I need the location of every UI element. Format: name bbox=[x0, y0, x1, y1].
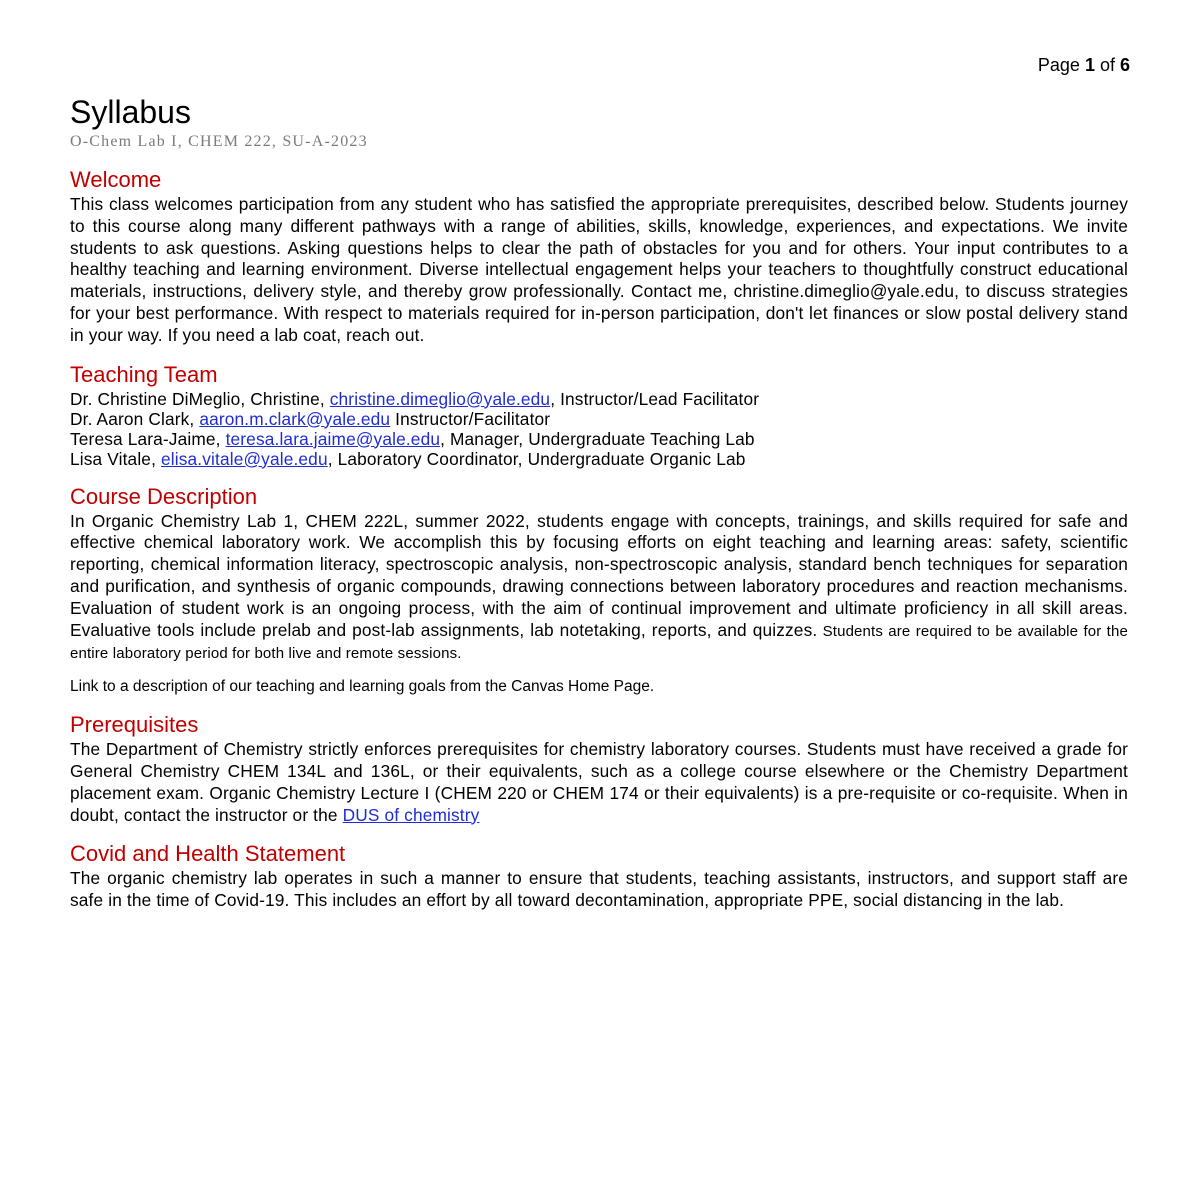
document-body bbox=[70, 92, 1128, 912]
page-label: Page bbox=[1037, 55, 1085, 75]
team-member bbox=[70, 429, 1128, 449]
team-member-name: Teresa Lara-Jaime, bbox=[70, 428, 226, 449]
team-member bbox=[70, 449, 1128, 469]
prerequisites-heading: Prerequisites bbox=[70, 712, 199, 738]
team-member bbox=[70, 389, 1128, 409]
covid-heading: Covid and Health Statement bbox=[70, 841, 346, 867]
team-member-name: Lisa Vitale, bbox=[70, 448, 161, 469]
team-member-role: , Instructor/Lead Facilitator bbox=[550, 388, 760, 409]
course-description-heading: Course Description bbox=[70, 483, 258, 509]
covid-paragraph: The organic chemistry lab operates in such a manner to ensure that students, teaching assistants, instructors, and support staff are safe in the time of Covid-19. This includes an effort by all toward decontamination, appropriate PPE, social distancing in the lab. bbox=[70, 868, 1128, 911]
team-member-name: Dr. Aaron Clark, bbox=[70, 408, 200, 429]
team-member bbox=[70, 409, 1128, 429]
page-subtitle: O-Chem Lab I, CHEM 222, SU-A-2023 bbox=[70, 133, 368, 150]
team-member-name: Dr. Christine DiMeglio, Christine, bbox=[70, 388, 330, 409]
team-member-role: , Manager, Undergraduate Teaching Lab bbox=[440, 428, 755, 449]
course-description-text: In Organic Chemistry Lab 1, CHEM 222L, summer 2022, students engage with concepts, trainings, and skills required for safe and effective chemical laboratory work. We accomplish this by focusing efforts on eight teaching and learning areas: safety, scientific reporting, chemical information literacy, spectroscopic analysis, non-spectroscopic analysis, standard bench techniques for separation and purification, and synthesis of organic compounds, drawing connections between laboratory procedures and reaction mechanisms. Evaluation of student work is an ongoing process, with the aim of continual improvement and ultimate proficiency in all skill areas. Evaluative tools include prelab and post-lab assignments, lab notetaking, reports, and quizzes. bbox=[70, 510, 1128, 640]
team-member-email-link[interactable]: christine.dimeglio@yale.edu bbox=[329, 388, 551, 409]
team-member-email-link[interactable]: aaron.m.clark@yale.edu bbox=[199, 408, 391, 429]
welcome-heading: Welcome bbox=[70, 167, 162, 192]
teaching-team-list bbox=[70, 389, 1128, 469]
teaching-team-heading: Teaching Team bbox=[70, 361, 218, 387]
dus-chemistry-link[interactable]: DUS of chemistry bbox=[342, 804, 480, 825]
page-number bbox=[1038, 55, 1130, 76]
team-member-email-link[interactable]: teresa.lara.jaime@yale.edu bbox=[225, 428, 441, 449]
team-member-role: Instructor/Facilitator bbox=[390, 408, 551, 429]
prerequisites-text: The Department of Chemistry strictly enforces prerequisites for chemistry laboratory courses. Students must have received a grade for General Chemistry CHEM 134L and 136L, or their equivalents, such as a college course elsewhere or the Chemistry Department placement exam. Organic Chemistry Lecture I (CHEM 220 or CHEM 174 or their equivalents) is a pre-requisite or co-requisite. When in doubt, contact the instructor or the bbox=[70, 739, 1128, 825]
learning-goals-note: Link to a description of our teaching and learning goals from the Canvas Home Page. bbox=[70, 678, 655, 696]
welcome-paragraph: This class welcomes participation from any student who has satisfied the appropriate prerequisites, described below. Students journey to this course along many different pathways with a range of abilities, skills, knowledge, experiences, and expectations. We invite students to ask questions. Asking questions helps to clear the path of obstacles for you and for others. Your input contributes to a healthy teaching and learning environment. Diverse intellectual engagement helps your teachers to thoughtfully construct educational materials, instructions, delivery style, and thereby grow professionally. Contact me, christine.dimeglio@yale.edu, to discuss strategies for your best performance. With respect to materials required for in-person participation, don't let finances or slow postal delivery stand in your way. If you need a lab coat, reach out. bbox=[70, 194, 1128, 345]
attendance-note: Students are required to be available for the entire laboratory period for both live and remote sessions. bbox=[70, 622, 1128, 663]
page-title: Syllabus bbox=[70, 94, 191, 130]
team-member-role: , Laboratory Coordinator, Undergraduate Organic Lab bbox=[327, 448, 746, 469]
page-of-label: of bbox=[1094, 55, 1120, 75]
course-description-paragraph bbox=[70, 511, 1128, 666]
page-total: 6 bbox=[1119, 55, 1130, 75]
prerequisites-paragraph bbox=[70, 739, 1128, 826]
team-member-email-link[interactable]: elisa.vitale@yale.edu bbox=[160, 448, 328, 469]
page-current: 1 bbox=[1084, 55, 1095, 75]
